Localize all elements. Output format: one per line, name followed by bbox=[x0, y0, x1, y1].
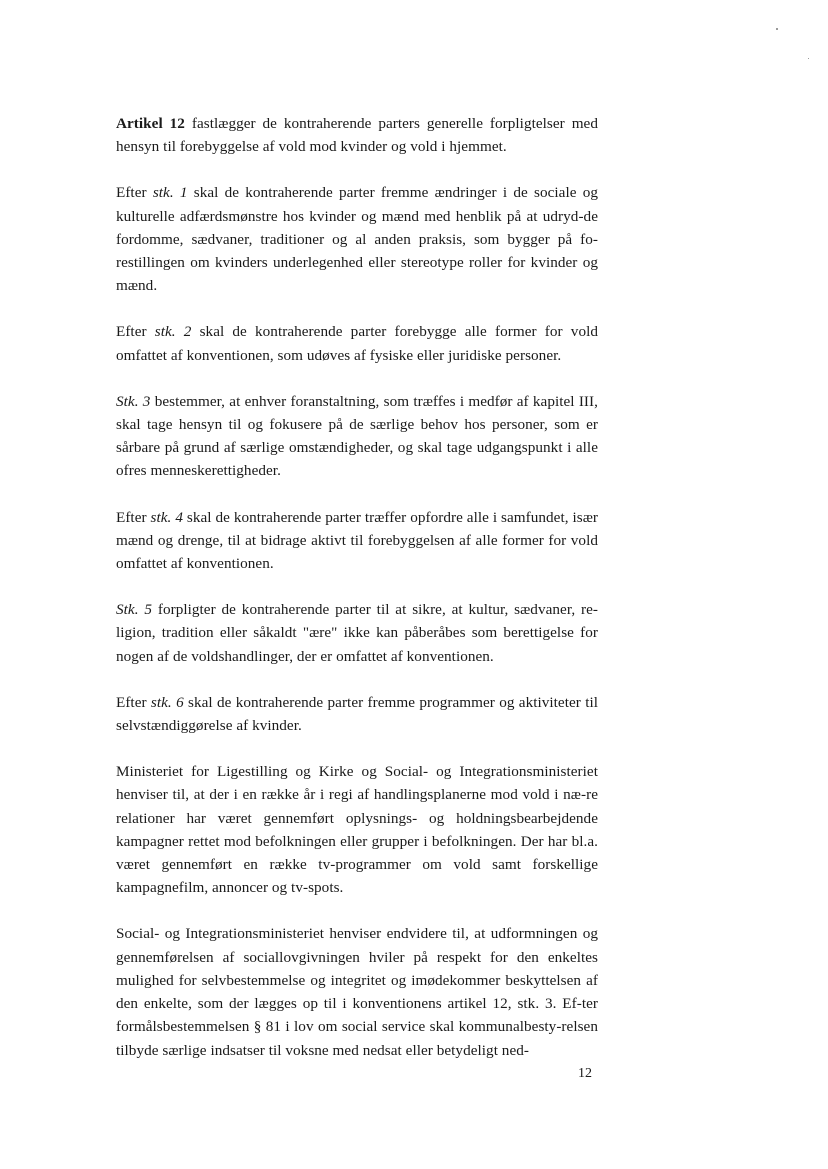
paragraph-article-12 bbox=[116, 112, 598, 158]
paragraph-text: Efter bbox=[116, 323, 155, 341]
document-body bbox=[116, 112, 598, 1085]
section-reference: Stk. 3 bbox=[116, 392, 151, 410]
paragraph-text: fastlægger de kontraherende parters generelle forpligtelser med hensyn til forebyggelse af vold mod kvinder og vold i hjemmet. bbox=[116, 115, 598, 156]
paragraph-stk-3 bbox=[116, 390, 598, 483]
paragraph-text: skal de kontraherende parter fremme ændringer i de sociale og kulturelle adfærdsmønstre hos kvinder og mænd med henblik på at udryd-de fordomme, sædvaner, traditioner og al anden praksis, som bygger på fo-restillingen om kvinders underlegenhed eller stereotype roller for kvinder og mænd. bbox=[116, 184, 599, 295]
article-heading: Artikel 12 bbox=[116, 115, 185, 132]
paragraph-text: Efter bbox=[116, 693, 151, 711]
scan-speck bbox=[808, 58, 809, 59]
paragraph-ministry-campaigns bbox=[116, 760, 598, 899]
paragraph-stk-2 bbox=[116, 320, 598, 366]
paragraph-social-legislation bbox=[116, 922, 598, 1061]
paragraph-stk-5 bbox=[116, 598, 598, 668]
paragraph-text: skal de kontraherende parter træffer opfordre alle i samfundet, især mænd og drenge, til at bidrage aktivt til forebyggelsen af alle former for vold omfattet af konventionen. bbox=[116, 508, 599, 573]
section-reference: stk. 6 bbox=[150, 693, 184, 711]
paragraph-stk-1 bbox=[116, 181, 598, 297]
paragraph-text: skal de kontraherende parter fremme programmer og aktiviteter til selvstændiggørelse af kvinder. bbox=[116, 693, 598, 735]
paragraph-text: Efter bbox=[116, 508, 151, 526]
paragraph-text: Efter bbox=[116, 184, 153, 202]
paragraph-stk-4 bbox=[116, 506, 598, 576]
paragraph-text: Ministeriet for Ligestilling og Kirke og Social- og Integrationsministeriet henviser til, at der i en række år i regi af handlingsplanerne mod vold i næ-re relationer har været gennemført oplysnings- og holdningsbearbejdende kampagner rettet mod befolkningen eller grupper i befolkningen. Der har bl.a. været gennemført en række tv-programmer om vold samt forskellige kampagnefilm, annoncer og tv-spots. bbox=[116, 763, 598, 897]
section-reference: stk. 2 bbox=[154, 323, 192, 341]
paragraph-text: forpligter de kontraherende parter til at sikre, at kultur, sædvaner, re-ligion, tradition eller såkaldt "ære" ikke kan påberåbes som berettigelse for nogen af de voldshandlinger, der er omfattet af konventionen. bbox=[116, 601, 598, 665]
page-number: 12 bbox=[578, 1066, 592, 1081]
paragraph-text: bestemmer, at enhver foranstaltning, som træffes i medfør af kapitel III, skal tage hensyn til og fokusere på de særlige behov hos personer, som er sårbare på grund af særlige omstændigheder, og skal tage udgangspunkt i alle ofres menneskerettigheder. bbox=[116, 392, 598, 480]
paragraph-stk-6 bbox=[116, 691, 598, 737]
scan-speck bbox=[776, 28, 778, 30]
section-reference: stk. 1 bbox=[152, 184, 188, 202]
paragraph-text: skal de kontraherende parter forebygge alle former for vold omfattet af konventionen, som udøves af fysiske eller juridiske personer. bbox=[116, 323, 598, 364]
section-reference: stk. 4 bbox=[150, 508, 183, 526]
paragraph-text: Social- og Integrationsministeriet henviser endvidere til, at udformningen og gennemførelsen af sociallovgivningen hviler på respekt for den enkeltes mulighed for selvbestemmelse og integritet og imødekommer beskyttelsen af den enkelte, som der lægges op til i konventionens artikel 12, stk. 3. Ef-ter formålsbestemmelsen § 81 i lov om social service skal kommunalbesty-relsen tilbyde særlige indsatser til voksne med nedsat eller betydeligt ned- bbox=[116, 925, 598, 1059]
section-reference: Stk. 5 bbox=[116, 601, 153, 619]
